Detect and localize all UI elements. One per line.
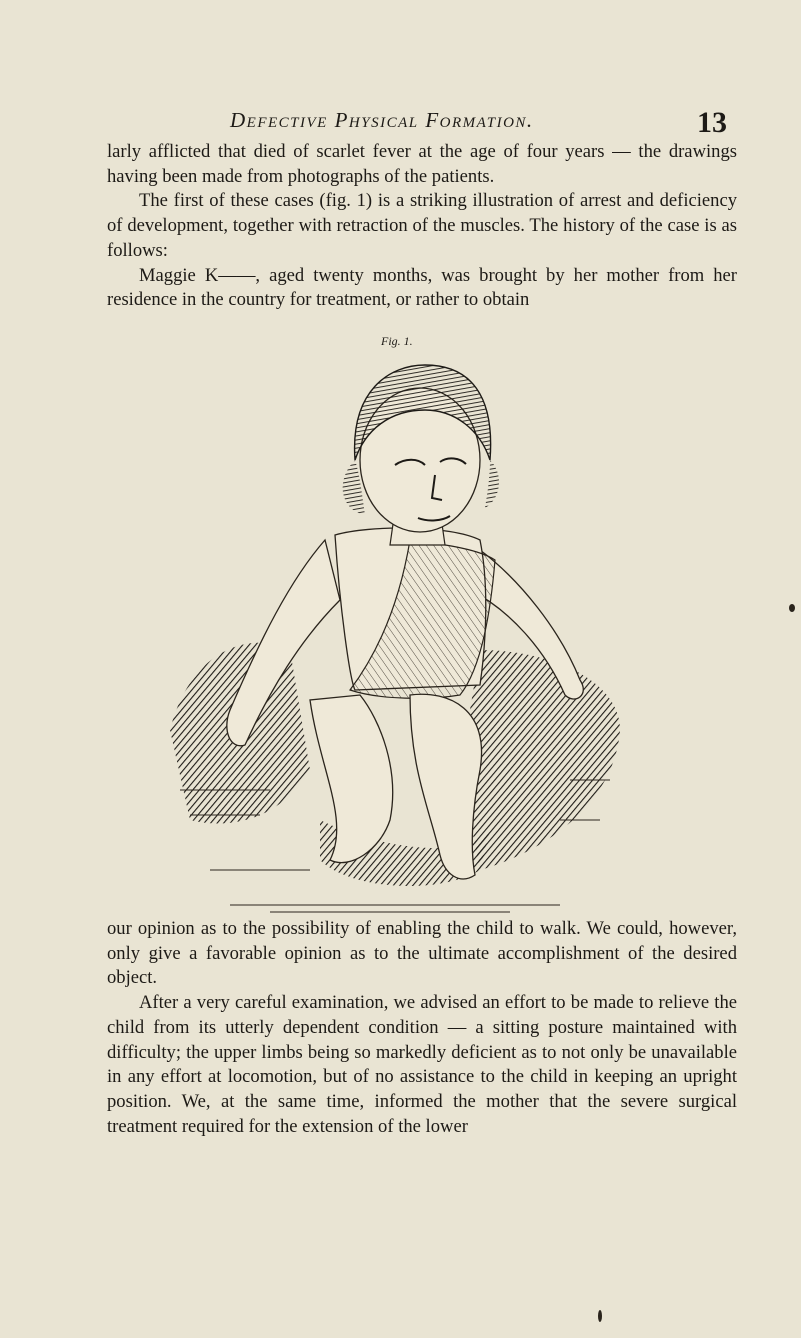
text-block-top — [107, 140, 737, 313]
page-number: 13 — [697, 106, 727, 139]
text-block-bottom — [107, 917, 737, 1139]
hair-curl-right — [485, 460, 499, 508]
margin-mark — [789, 604, 795, 612]
paragraph: our opinion as to the possibility of enabling the child to walk. We could, however, only give a favorable opinion as to the ultimate accomplishment of the desired object. — [107, 918, 737, 989]
paragraph: The first of these cases (fig. 1) is a striking illustration of arrest and deficiency of development, together with retraction of the muscles. The history of the case is as follows: — [107, 190, 737, 261]
running-head: Defective Physical Formation. — [230, 108, 534, 132]
paragraph: After a very careful examination, we advised an effort to be made to relieve the child from its utterly dependent condition — a sitting posture maintained with difficulty; the upper limbs being so markedly deficient as to not only be unavailable in any effort at locomotion, but of no assistance to the child in keeping an upright position. We, at the same time, informed the mother that the severe surgical treatment required for the extension of the lower — [107, 992, 737, 1137]
paragraph: larly afflicted that died of scarlet fever at the age of four years — the drawings having been made from photographs of the patients. — [107, 141, 737, 187]
paragraph: Maggie K——, aged twenty months, was brought by her mother from her residence in the country for treatment, or rather to obtain — [107, 264, 737, 311]
margin-mark — [598, 1310, 602, 1322]
figure-caption: Fig. 1. — [381, 334, 413, 348]
engraving-seated-child — [150, 350, 630, 920]
figure-illustration — [150, 350, 630, 920]
